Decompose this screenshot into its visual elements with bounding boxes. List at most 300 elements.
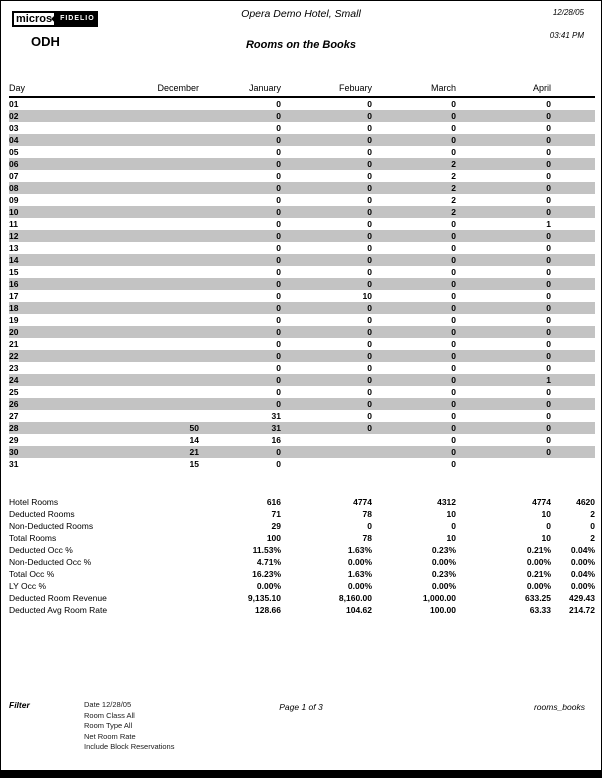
summary-value: 10 <box>446 533 457 543</box>
value-cell <box>49 278 199 290</box>
report-body <box>9 81 595 616</box>
table-row <box>9 218 595 230</box>
value-cell: 0 <box>367 363 372 373</box>
value-cell: 1 <box>546 375 551 385</box>
summary-value: 0 <box>546 521 552 531</box>
value-cell <box>49 218 199 230</box>
value-cell: 1 <box>546 219 551 229</box>
day-cell: 02 <box>9 111 19 121</box>
value-cell: 0 <box>276 195 281 205</box>
spacer-cell <box>551 206 595 218</box>
value-cell <box>49 230 199 242</box>
value-cell: 0 <box>451 243 456 253</box>
table-row <box>9 266 595 278</box>
summary-value: 9,135.10 <box>247 593 282 603</box>
spacer-cell <box>551 290 595 302</box>
value-cell: 0 <box>546 255 551 265</box>
value-cell <box>281 458 372 470</box>
summary-value: 71 <box>271 509 282 519</box>
column-header-row <box>9 81 595 97</box>
value-cell: 0 <box>367 123 372 133</box>
table-row <box>9 182 595 194</box>
value-cell: 0 <box>367 315 372 325</box>
spacer-cell <box>551 194 595 206</box>
spacer-cell <box>551 398 595 410</box>
summary-label: Total Rooms <box>9 533 57 543</box>
value-cell: 0 <box>451 399 456 409</box>
value-cell: 0 <box>451 375 456 385</box>
summary-label: Deducted Room Revenue <box>9 593 107 603</box>
value-cell: 16 <box>271 435 281 445</box>
value-cell: 0 <box>276 327 281 337</box>
column-header-month: March <box>372 81 456 97</box>
value-cell: 2 <box>451 159 456 169</box>
value-cell: 0 <box>451 219 456 229</box>
filter-line: Date 12/28/05 <box>84 700 132 709</box>
table-row <box>9 242 595 254</box>
value-cell: 0 <box>276 207 281 217</box>
page-bottom-bar <box>1 770 601 777</box>
summary-value: 0.00% <box>526 581 552 591</box>
report-date: 12/28/05 <box>552 8 584 17</box>
value-cell: 0 <box>367 423 372 433</box>
value-cell: 0 <box>546 111 551 121</box>
report-title: Rooms on the Books <box>245 39 356 51</box>
day-cell: 12 <box>9 231 19 241</box>
value-cell: 0 <box>367 411 372 421</box>
filter-line: Room Type All <box>84 721 133 730</box>
value-cell: 0 <box>451 387 456 397</box>
day-cell: 23 <box>9 363 19 373</box>
table-row <box>9 290 595 302</box>
summary-value: 78 <box>362 533 373 543</box>
day-cell: 26 <box>9 399 19 409</box>
value-cell: 0 <box>276 363 281 373</box>
fidelio-logo-text: FIDELIO <box>54 11 98 27</box>
value-cell: 0 <box>546 387 551 397</box>
day-table <box>9 81 595 470</box>
value-cell <box>49 158 199 170</box>
value-cell: 0 <box>546 435 551 445</box>
value-cell: 0 <box>276 291 281 301</box>
value-cell: 0 <box>546 363 551 373</box>
day-cell: 16 <box>9 279 19 289</box>
table-row <box>9 158 595 170</box>
table-row <box>9 110 595 122</box>
summary-label: Total Occ % <box>9 569 55 579</box>
spacer-cell <box>551 374 595 386</box>
summary-value: 2 <box>590 509 596 519</box>
summary-value: 16.23% <box>252 569 282 579</box>
spacer-cell <box>551 254 595 266</box>
value-cell: 14 <box>189 435 199 445</box>
summary-value: 4774 <box>353 497 373 507</box>
summary-value: 2 <box>590 533 596 543</box>
value-cell: 0 <box>546 339 551 349</box>
day-cell: 31 <box>9 459 19 469</box>
value-cell: 0 <box>451 147 456 157</box>
day-cell: 04 <box>9 135 19 145</box>
day-cell: 30 <box>9 447 19 457</box>
value-cell: 0 <box>276 387 281 397</box>
value-cell: 0 <box>276 459 281 469</box>
value-cell: 0 <box>367 207 372 217</box>
day-cell: 14 <box>9 255 19 265</box>
column-header-month: January <box>199 81 281 97</box>
table-row <box>9 146 595 158</box>
summary-value: 616 <box>266 497 282 507</box>
value-cell <box>49 206 199 218</box>
day-cell: 03 <box>9 123 19 133</box>
value-cell: 0 <box>367 375 372 385</box>
value-cell: 0 <box>276 399 281 409</box>
table-row <box>9 170 595 182</box>
spacer-header-cell <box>551 81 595 97</box>
value-cell <box>49 110 199 122</box>
value-cell: 0 <box>451 267 456 277</box>
value-cell: 0 <box>367 219 372 229</box>
value-cell: 0 <box>367 387 372 397</box>
spacer-cell <box>551 97 595 110</box>
spacer-cell <box>551 434 595 446</box>
spacer-cell <box>551 134 595 146</box>
table-row <box>9 134 595 146</box>
column-header-month: Febuary <box>281 81 372 97</box>
value-cell: 0 <box>367 183 372 193</box>
value-cell <box>456 458 551 470</box>
table-row <box>9 446 595 458</box>
spacer-cell <box>551 278 595 290</box>
value-cell <box>49 374 199 386</box>
summary-table <box>9 496 595 616</box>
value-cell: 0 <box>451 435 456 445</box>
table-row <box>9 350 595 362</box>
value-cell <box>49 398 199 410</box>
summary-value: 8,160.00 <box>338 593 373 603</box>
summary-rows-body <box>9 496 595 616</box>
value-cell: 0 <box>367 399 372 409</box>
value-cell: 31 <box>271 411 281 421</box>
value-cell: 0 <box>276 243 281 253</box>
value-cell: 2 <box>451 183 456 193</box>
value-cell: 0 <box>367 339 372 349</box>
value-cell: 0 <box>367 99 372 109</box>
value-cell: 31 <box>271 423 281 433</box>
column-header-month: April <box>456 81 551 97</box>
value-cell <box>49 170 199 182</box>
day-cell: 06 <box>9 159 19 169</box>
value-cell: 0 <box>451 123 456 133</box>
day-cell: 20 <box>9 327 19 337</box>
value-cell: 2 <box>451 171 456 181</box>
value-cell: 0 <box>451 339 456 349</box>
summary-value: 0 <box>451 521 457 531</box>
day-cell: 10 <box>9 207 19 217</box>
summary-label: Hotel Rooms <box>9 497 59 507</box>
value-cell: 0 <box>546 447 551 457</box>
value-cell <box>49 146 199 158</box>
value-cell: 0 <box>276 171 281 181</box>
summary-row <box>9 580 595 592</box>
summary-value: 4.71% <box>256 557 282 567</box>
summary-row <box>9 592 595 604</box>
summary-value: 633.25 <box>525 593 552 603</box>
value-cell <box>281 446 372 458</box>
value-cell: 0 <box>451 231 456 241</box>
summary-value: 214.72 <box>569 605 596 615</box>
value-cell: 2 <box>451 207 456 217</box>
table-row <box>9 374 595 386</box>
value-cell: 0 <box>546 147 551 157</box>
summary-label: Non-Deducted Occ % <box>9 557 92 567</box>
summary-value: 4774 <box>532 497 552 507</box>
table-row <box>9 458 595 470</box>
table-row <box>9 97 595 110</box>
spacer-cell <box>551 182 595 194</box>
value-cell: 0 <box>546 159 551 169</box>
value-cell: 0 <box>451 111 456 121</box>
value-cell: 0 <box>276 135 281 145</box>
day-cell: 28 <box>9 423 19 433</box>
day-cell: 21 <box>9 339 19 349</box>
summary-value: 10 <box>446 509 457 519</box>
value-cell: 0 <box>546 351 551 361</box>
value-cell: 21 <box>189 447 199 457</box>
value-cell <box>49 194 199 206</box>
summary-value: 63.33 <box>529 605 552 615</box>
summary-row <box>9 520 595 532</box>
value-cell: 0 <box>367 135 372 145</box>
table-row <box>9 362 595 374</box>
spacer-cell <box>551 170 595 182</box>
summary-value: 0.00% <box>570 581 596 591</box>
spacer-cell <box>551 422 595 434</box>
day-cell: 29 <box>9 435 19 445</box>
value-cell: 0 <box>276 315 281 325</box>
value-cell: 0 <box>546 171 551 181</box>
spacer-cell <box>551 350 595 362</box>
value-cell: 0 <box>546 327 551 337</box>
value-cell: 0 <box>451 99 456 109</box>
value-cell <box>49 254 199 266</box>
value-cell: 0 <box>451 351 456 361</box>
summary-value: 0.00% <box>256 581 282 591</box>
value-cell: 2 <box>451 195 456 205</box>
summary-value: 0.00% <box>431 557 457 567</box>
value-cell: 0 <box>451 303 456 313</box>
spacer-cell <box>551 362 595 374</box>
value-cell: 0 <box>451 315 456 325</box>
day-cell: 27 <box>9 411 19 421</box>
value-cell: 0 <box>546 243 551 253</box>
value-cell: 0 <box>546 123 551 133</box>
spacer-cell <box>551 326 595 338</box>
summary-value: 0.21% <box>526 569 552 579</box>
value-cell: 0 <box>451 363 456 373</box>
value-cell: 0 <box>451 459 456 469</box>
value-cell: 10 <box>362 291 372 301</box>
value-cell: 0 <box>546 135 551 145</box>
table-row <box>9 122 595 134</box>
micros-logo-text: micros <box>12 11 56 27</box>
filter-label: Filter <box>9 700 30 710</box>
value-cell: 0 <box>276 219 281 229</box>
spacer-cell <box>551 446 595 458</box>
day-cell: 22 <box>9 351 19 361</box>
value-cell: 0 <box>451 279 456 289</box>
day-cell: 07 <box>9 171 19 181</box>
value-cell: 0 <box>276 375 281 385</box>
value-cell: 0 <box>367 327 372 337</box>
summary-row <box>9 532 595 544</box>
value-cell: 0 <box>276 447 281 457</box>
value-cell <box>49 386 199 398</box>
spacer-cell <box>551 146 595 158</box>
summary-value: 78 <box>362 509 373 519</box>
value-cell: 0 <box>367 147 372 157</box>
summary-value: 0 <box>590 521 596 531</box>
day-cell: 13 <box>9 243 19 253</box>
value-cell <box>49 122 199 134</box>
property-code: ODH <box>31 34 60 49</box>
value-cell: 0 <box>276 267 281 277</box>
summary-value: 1,000.00 <box>422 593 457 603</box>
summary-value: 10 <box>541 509 552 519</box>
value-cell: 0 <box>276 147 281 157</box>
summary-value: 429.43 <box>569 593 596 603</box>
summary-value: 0.00% <box>347 581 373 591</box>
summary-value: 128.66 <box>255 605 282 615</box>
summary-row <box>9 544 595 556</box>
summary-value: 100.00 <box>430 605 457 615</box>
day-cell: 19 <box>9 315 19 325</box>
table-row <box>9 398 595 410</box>
filter-line: Include Block Reservations <box>84 742 175 751</box>
value-cell <box>49 134 199 146</box>
value-cell: 0 <box>546 315 551 325</box>
value-cell: 0 <box>367 351 372 361</box>
summary-row <box>9 496 595 508</box>
value-cell: 0 <box>451 255 456 265</box>
value-cell: 0 <box>546 267 551 277</box>
summary-value: 100 <box>266 533 282 543</box>
summary-row <box>9 556 595 568</box>
value-cell: 0 <box>367 243 372 253</box>
value-cell: 0 <box>367 171 372 181</box>
value-cell: 0 <box>451 291 456 301</box>
value-cell: 0 <box>546 195 551 205</box>
table-row <box>9 326 595 338</box>
value-cell: 0 <box>276 231 281 241</box>
table-row <box>9 206 595 218</box>
value-cell: 15 <box>189 459 199 469</box>
summary-value: 10 <box>541 533 552 543</box>
value-cell: 0 <box>367 303 372 313</box>
summary-row <box>9 508 595 520</box>
value-cell <box>49 326 199 338</box>
hotel-name: Opera Demo Hotel, Small <box>241 8 361 20</box>
table-row <box>9 302 595 314</box>
value-cell: 0 <box>546 423 551 433</box>
value-cell: 0 <box>367 231 372 241</box>
summary-value: 0 <box>367 521 373 531</box>
summary-value: 0.00% <box>347 557 373 567</box>
value-cell: 0 <box>451 423 456 433</box>
summary-value: 0.23% <box>431 569 457 579</box>
day-cell: 08 <box>9 183 19 193</box>
value-cell <box>49 410 199 422</box>
summary-label: Deducted Avg Room Rate <box>9 605 108 615</box>
value-cell: 0 <box>276 303 281 313</box>
spacer-cell <box>551 122 595 134</box>
value-cell: 0 <box>276 183 281 193</box>
day-cell: 11 <box>9 219 18 229</box>
day-cell: 17 <box>9 291 19 301</box>
value-cell: 0 <box>276 159 281 169</box>
value-cell: 0 <box>367 279 372 289</box>
report-time: 03:41 PM <box>549 31 584 40</box>
spacer-cell <box>551 302 595 314</box>
value-cell <box>49 362 199 374</box>
summary-value: 0.00% <box>431 581 457 591</box>
table-row <box>9 434 595 446</box>
value-cell: 0 <box>546 399 551 409</box>
value-cell: 50 <box>189 423 199 433</box>
day-rows-body <box>9 97 595 470</box>
value-cell: 0 <box>451 411 456 421</box>
table-row <box>9 254 595 266</box>
summary-value: 11.53% <box>252 545 282 555</box>
column-header-month: December <box>49 81 199 97</box>
value-cell <box>49 242 199 254</box>
spacer-cell <box>551 242 595 254</box>
spacer-cell <box>551 458 595 470</box>
table-row <box>9 278 595 290</box>
summary-value: 0.04% <box>570 569 596 579</box>
value-cell: 0 <box>367 267 372 277</box>
day-cell: 09 <box>9 195 19 205</box>
value-cell <box>49 338 199 350</box>
value-cell: 0 <box>451 327 456 337</box>
value-cell: 0 <box>546 207 551 217</box>
summary-label: Non-Deducted Rooms <box>9 521 94 531</box>
value-cell <box>49 97 199 110</box>
table-row <box>9 314 595 326</box>
value-cell: 0 <box>451 135 456 145</box>
value-cell: 0 <box>367 159 372 169</box>
value-cell: 0 <box>276 111 281 121</box>
spacer-cell <box>551 230 595 242</box>
value-cell: 0 <box>546 411 551 421</box>
report-file-name: rooms_books <box>533 702 585 712</box>
table-row <box>9 386 595 398</box>
summary-label: Deducted Rooms <box>9 509 75 519</box>
value-cell <box>281 434 372 446</box>
summary-value: 0.00% <box>570 557 596 567</box>
spacer-cell <box>551 338 595 350</box>
spacer-cell <box>551 266 595 278</box>
spacer-cell <box>551 386 595 398</box>
value-cell: 0 <box>367 111 372 121</box>
summary-value: 1.63% <box>347 569 373 579</box>
value-cell: 0 <box>546 303 551 313</box>
value-cell: 0 <box>546 99 551 109</box>
summary-label: LY Occ % <box>9 581 47 591</box>
column-header-day: Day <box>9 81 49 97</box>
value-cell <box>49 314 199 326</box>
table-row <box>9 422 595 434</box>
summary-value: 29 <box>271 521 282 531</box>
